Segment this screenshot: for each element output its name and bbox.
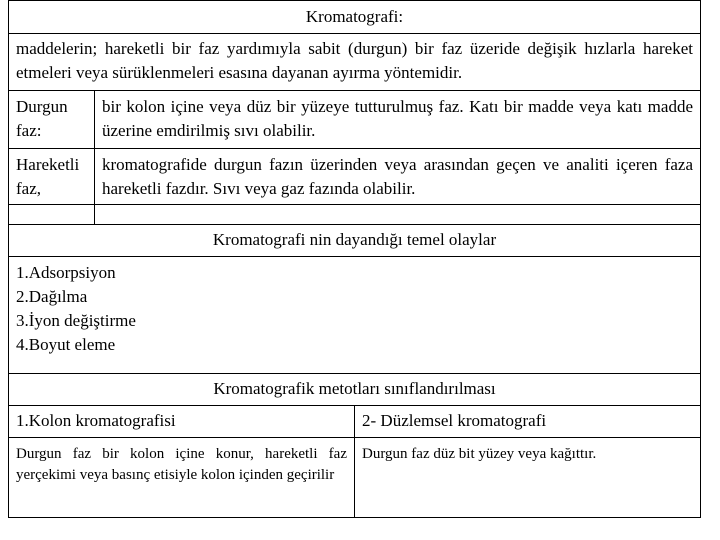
classification-heading: Kromatografik metotları sınıflandırılması xyxy=(213,379,496,398)
chromatography-table xyxy=(8,0,701,518)
definition-row xyxy=(9,34,700,91)
principles-heading-row xyxy=(9,225,700,257)
list-item: 1.Adsorpsiyon xyxy=(16,263,116,282)
principles-heading: Kromatografi nin dayandığı temel olaylar xyxy=(212,230,497,249)
title-row xyxy=(9,1,700,34)
empty-cell-left xyxy=(9,205,95,224)
classification-heading-row xyxy=(9,374,700,406)
planar-chromatography-label: 2- Düzlemsel kromatografi xyxy=(362,411,547,430)
list-item: 3.İyon değiştirme xyxy=(16,311,136,330)
stationary-phase-row xyxy=(9,91,700,149)
empty-cell-right xyxy=(95,205,700,224)
principles-list-row xyxy=(9,257,700,374)
table-title: Kromatografi: xyxy=(305,7,404,26)
empty-row xyxy=(9,205,700,225)
column-chromatography-label: 1.Kolon kromatografisi xyxy=(9,406,355,437)
list-item: 2.Dağılma xyxy=(16,287,88,306)
principles-list xyxy=(9,257,700,373)
mobile-phase-row xyxy=(9,149,700,205)
mobile-phase-text: kromatografide durgun fazın üzerinden veya arasından geçen ve analiti içeren faza hareketli fazdır. Sıvı veya gaz fazında olabilir. xyxy=(102,155,693,198)
classification-text-row xyxy=(9,438,700,518)
stationary-phase-label: Durgun faz: xyxy=(9,91,95,148)
column-chromatography-text: Durgun faz bir kolon içine konur, hareketli faz yerçekimi veya basınç etisiyle kolon içinden geçirilir xyxy=(9,438,355,518)
stationary-phase-text: bir kolon içine veya düz bir yüzeye tutturulmuş faz. Katı bir madde veya katı madde üzerine emdirilmiş sıvı olabilir. xyxy=(102,97,693,140)
classification-labels-row xyxy=(9,406,700,438)
mobile-phase-label: Hareketli faz, xyxy=(9,149,95,204)
list-item: 4.Boyut eleme xyxy=(16,335,116,354)
definition-text: maddelerin; hareketli bir faz yardımıyla sabit (durgun) bir faz üzeride değişik hızlarla hareket etmeleri veya sürüklenmeleri esasına dayanan ayırma yöntemidir. xyxy=(16,39,693,82)
planar-chromatography-text: Durgun faz düz bit yüzey veya kağıttır. xyxy=(362,446,597,462)
